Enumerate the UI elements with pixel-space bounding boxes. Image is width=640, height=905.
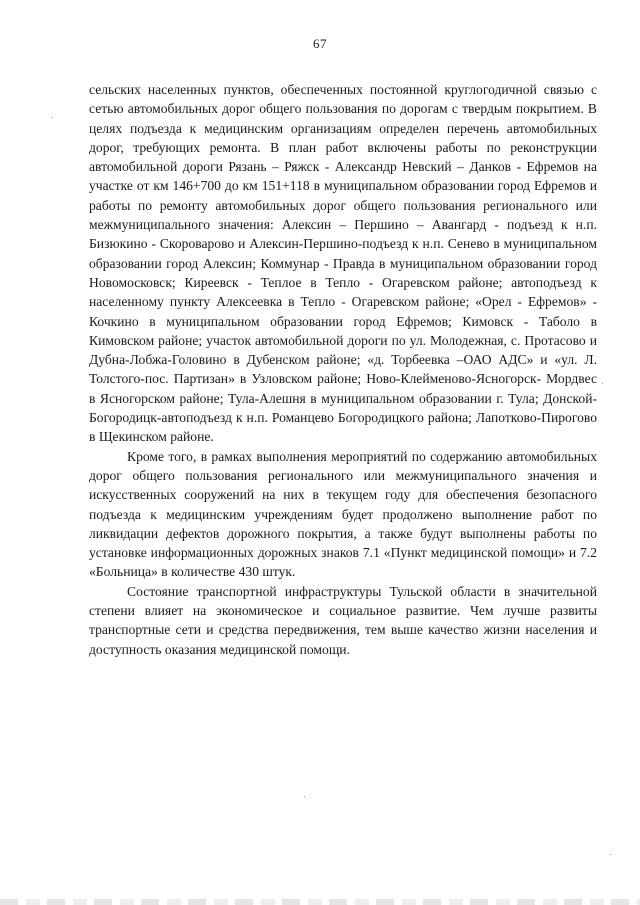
paragraph-maintenance: Кроме того, в рамках выполнения мероприятий по содержанию автомобильных дорог общего пользования регионального или межмуниципального значения и искусственных сооружений на них в текущем году для обеспечения безопасного подъезда к медицинским учреждениям будет продолжено выполнение работ по ликвидации дефектов дорожного покрытия, а также будут выполнены работы по установке информационных дорожных знаков 7.1 «Пункт медицинской помощи» и 7.2 «Больница» в количестве 430 штук. — [89, 448, 597, 580]
scan-bottom-edge — [0, 899, 640, 905]
paragraph-roads-list: сельских населенных пунктов, обеспеченных постоянной круглогодичной связью с сетью автомобильных дорог общего пользования по дорогам с твердым покрытием. В целях подъезда к медицинским организациям определен перечень автомобильных дорог, требующих ремонта. В план работ включены работы по реконструкции автомобильной дороги Рязань – Ряжск - Александр Невский – Данков - Ефремов на участке от км 146+700 до км 151+118 в муниципальном образовании город Ефремов и работы по ремонту автомобильных дорог общего пользования регионального или межмуниципального значения: Алексин – Першино – Авангард - подъезд к н.п. Бизюкино - Скороварово и Алексин-Першино-подъезд к н.п. Сенево в муниципальном образовании город Алексин; Коммунар - Правда в муниципальном образовании город Новомосковск; Киреевск - Теплое в Тепло - Огаревском районе; автоподъезд к населенному пункту Алексеевка в Тепло - Огаревском районе; «Орел - Ефремов» - Кочкино в муниципальном образовании город Ефремов; Кимовск - Таболо в Кимовском районе; участок автомобильной дороги по ул. Молодежная, с. Протасово и Дубна-Лобжа-Головино в Дубенском районе; «д. Торбеевка –ОАО АДС» и «ул. Л. Толстого-пос. Партизан» в Узловском районе; Ново-Клейменово-Ясногорск- Мордвес в Ясногорском районе; Тула-Алешня в муниципальном образовании г. Тула; Донской-Богородицк-автоподъезд к н.п. Романцево Богородицкого района; Лапотково-Пирогово в Щекинском районе. — [89, 82, 597, 445]
scan-speck — [610, 854, 611, 855]
scan-speck — [52, 117, 53, 118]
scan-speck — [304, 796, 305, 797]
paragraph-infrastructure: Состояние транспортной инфраструктуры Тульской области в значительной степени влияет на экономическое и социальное развитие. Чем лучше развиты транспортные сети и средства передвижения, тем выше качество жизни населения и доступность оказания медицинской помощи. — [89, 583, 597, 657]
document-body — [89, 80, 597, 659]
page-number: 67 — [313, 36, 327, 51]
scan-speck — [602, 383, 603, 384]
